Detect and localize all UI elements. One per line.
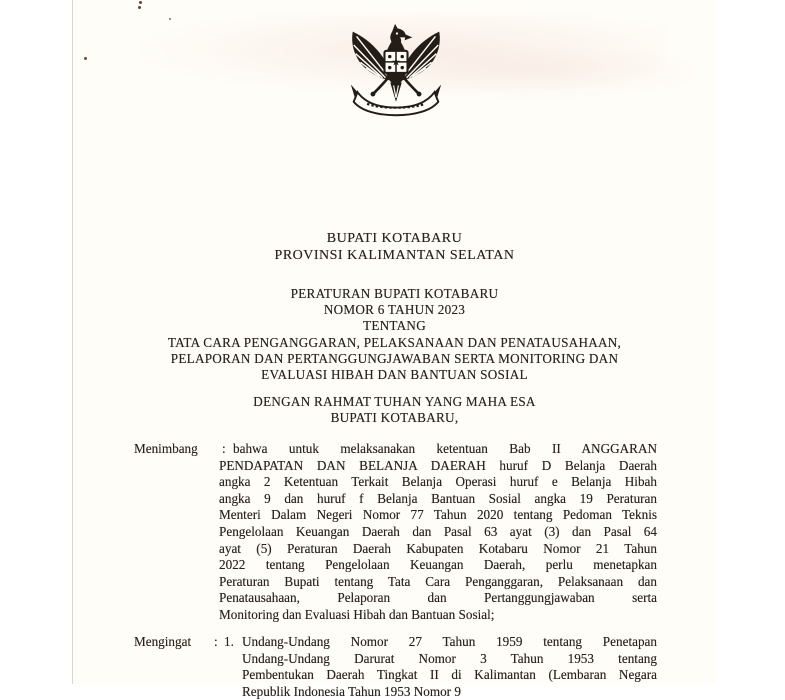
garuda-pancasila-emblem [346,20,446,122]
text-line: Penatausahaan, Pelaporan dan Pertanggungjawaban serta [219,590,657,606]
text-line: Menteri Dalam Negeri Nomor 77 Tahun 2020 tentang Pedoman Teknis [219,507,657,523]
letterhead [73,231,716,264]
menimbang-label: Menimbang [134,441,198,456]
text-line: PERATURAN BUPATI KOTABARU [290,286,499,301]
mengingat-item-number: 1. [224,634,234,649]
text-line: NOMOR 6 TAHUN 2023 [323,302,466,318]
regulation-title [73,286,716,335]
mengingat-label: Mengingat [134,634,192,649]
text-line: Republik Indonesia Tahun 1953 Nomor 9 [242,683,461,699]
scan-speck [169,18,171,20]
text-line: Undang-Undang Nomor 27 Tahun 1959 tentang Penetapan [242,634,657,649]
text-line: TATA CARA PENGANGGARAN, PELAKSANAAN DAN PENATAUSAHAAN, [167,335,622,350]
text-line: PROVINSI KALIMANTAN SELATAN [274,247,515,263]
text-line: Monitoring dan Evaluasi Hibah dan Bantuan Sosial; [219,606,495,622]
text-line: angka 9 dan huruf f Belanja Bantuan Sosial angka 19 Peraturan [219,490,657,506]
text-line: Pengelolaan Keuangan Daerah dan Pasal 63 ayat (3) dan Pasal 64 [219,523,657,539]
menimbang-colon: : [222,441,226,456]
text-line: Peraturan Bupati tentang Tata Cara Penganggaran, Pelaksanaan dan [219,573,657,589]
text-line: ayat (5) Peraturan Daerah Kabupaten Kotabaru Nomor 21 Tahun [219,540,657,556]
text-line: PENDAPATAN DAN BELANJA DAERAH huruf D Belanja Daerah [219,457,657,473]
document-page [72,0,716,699]
text-line: DENGAN RAHMAT TUHAN YANG MAHA ESA [253,394,536,409]
text-line: bahwa untuk melaksanakan ketentuan Bab II ANGGARAN [233,441,657,456]
text-line: TENTANG [363,318,426,334]
mengingat-item-text [242,634,657,700]
text-line: EVALUASI HIBAH DAN BANTUAN SOSIAL [261,367,528,383]
scan-speck [138,6,141,9]
text-line: BUPATI KOTABARU, [330,410,459,426]
text-line: BUPATI KOTABARU [326,231,463,246]
text-line: angka 2 Ketentuan Terkait Belanja Operasi huruf e Belanja Hibah [219,474,657,490]
text-line: Undang-Undang Darurat Nomor 3 Tahun 1953 tentang [242,650,657,666]
regulation-subject [73,335,716,384]
scan-speck [139,1,142,4]
mengingat-colon: : [214,634,218,649]
preamble [73,394,716,427]
scan-speck [84,57,87,60]
text-line: Pembentukan Daerah Tingkat II di Kalimantan (Lembaran Negara [242,667,657,683]
text-line: PELAPORAN DAN PERTANGGUNGJAWABAN SERTA MONITORING DAN [170,351,619,367]
menimbang-text [219,441,657,624]
text-line: 2022 tentang Pengelolaan Keuangan Daerah, perlu menetapkan [219,557,657,573]
